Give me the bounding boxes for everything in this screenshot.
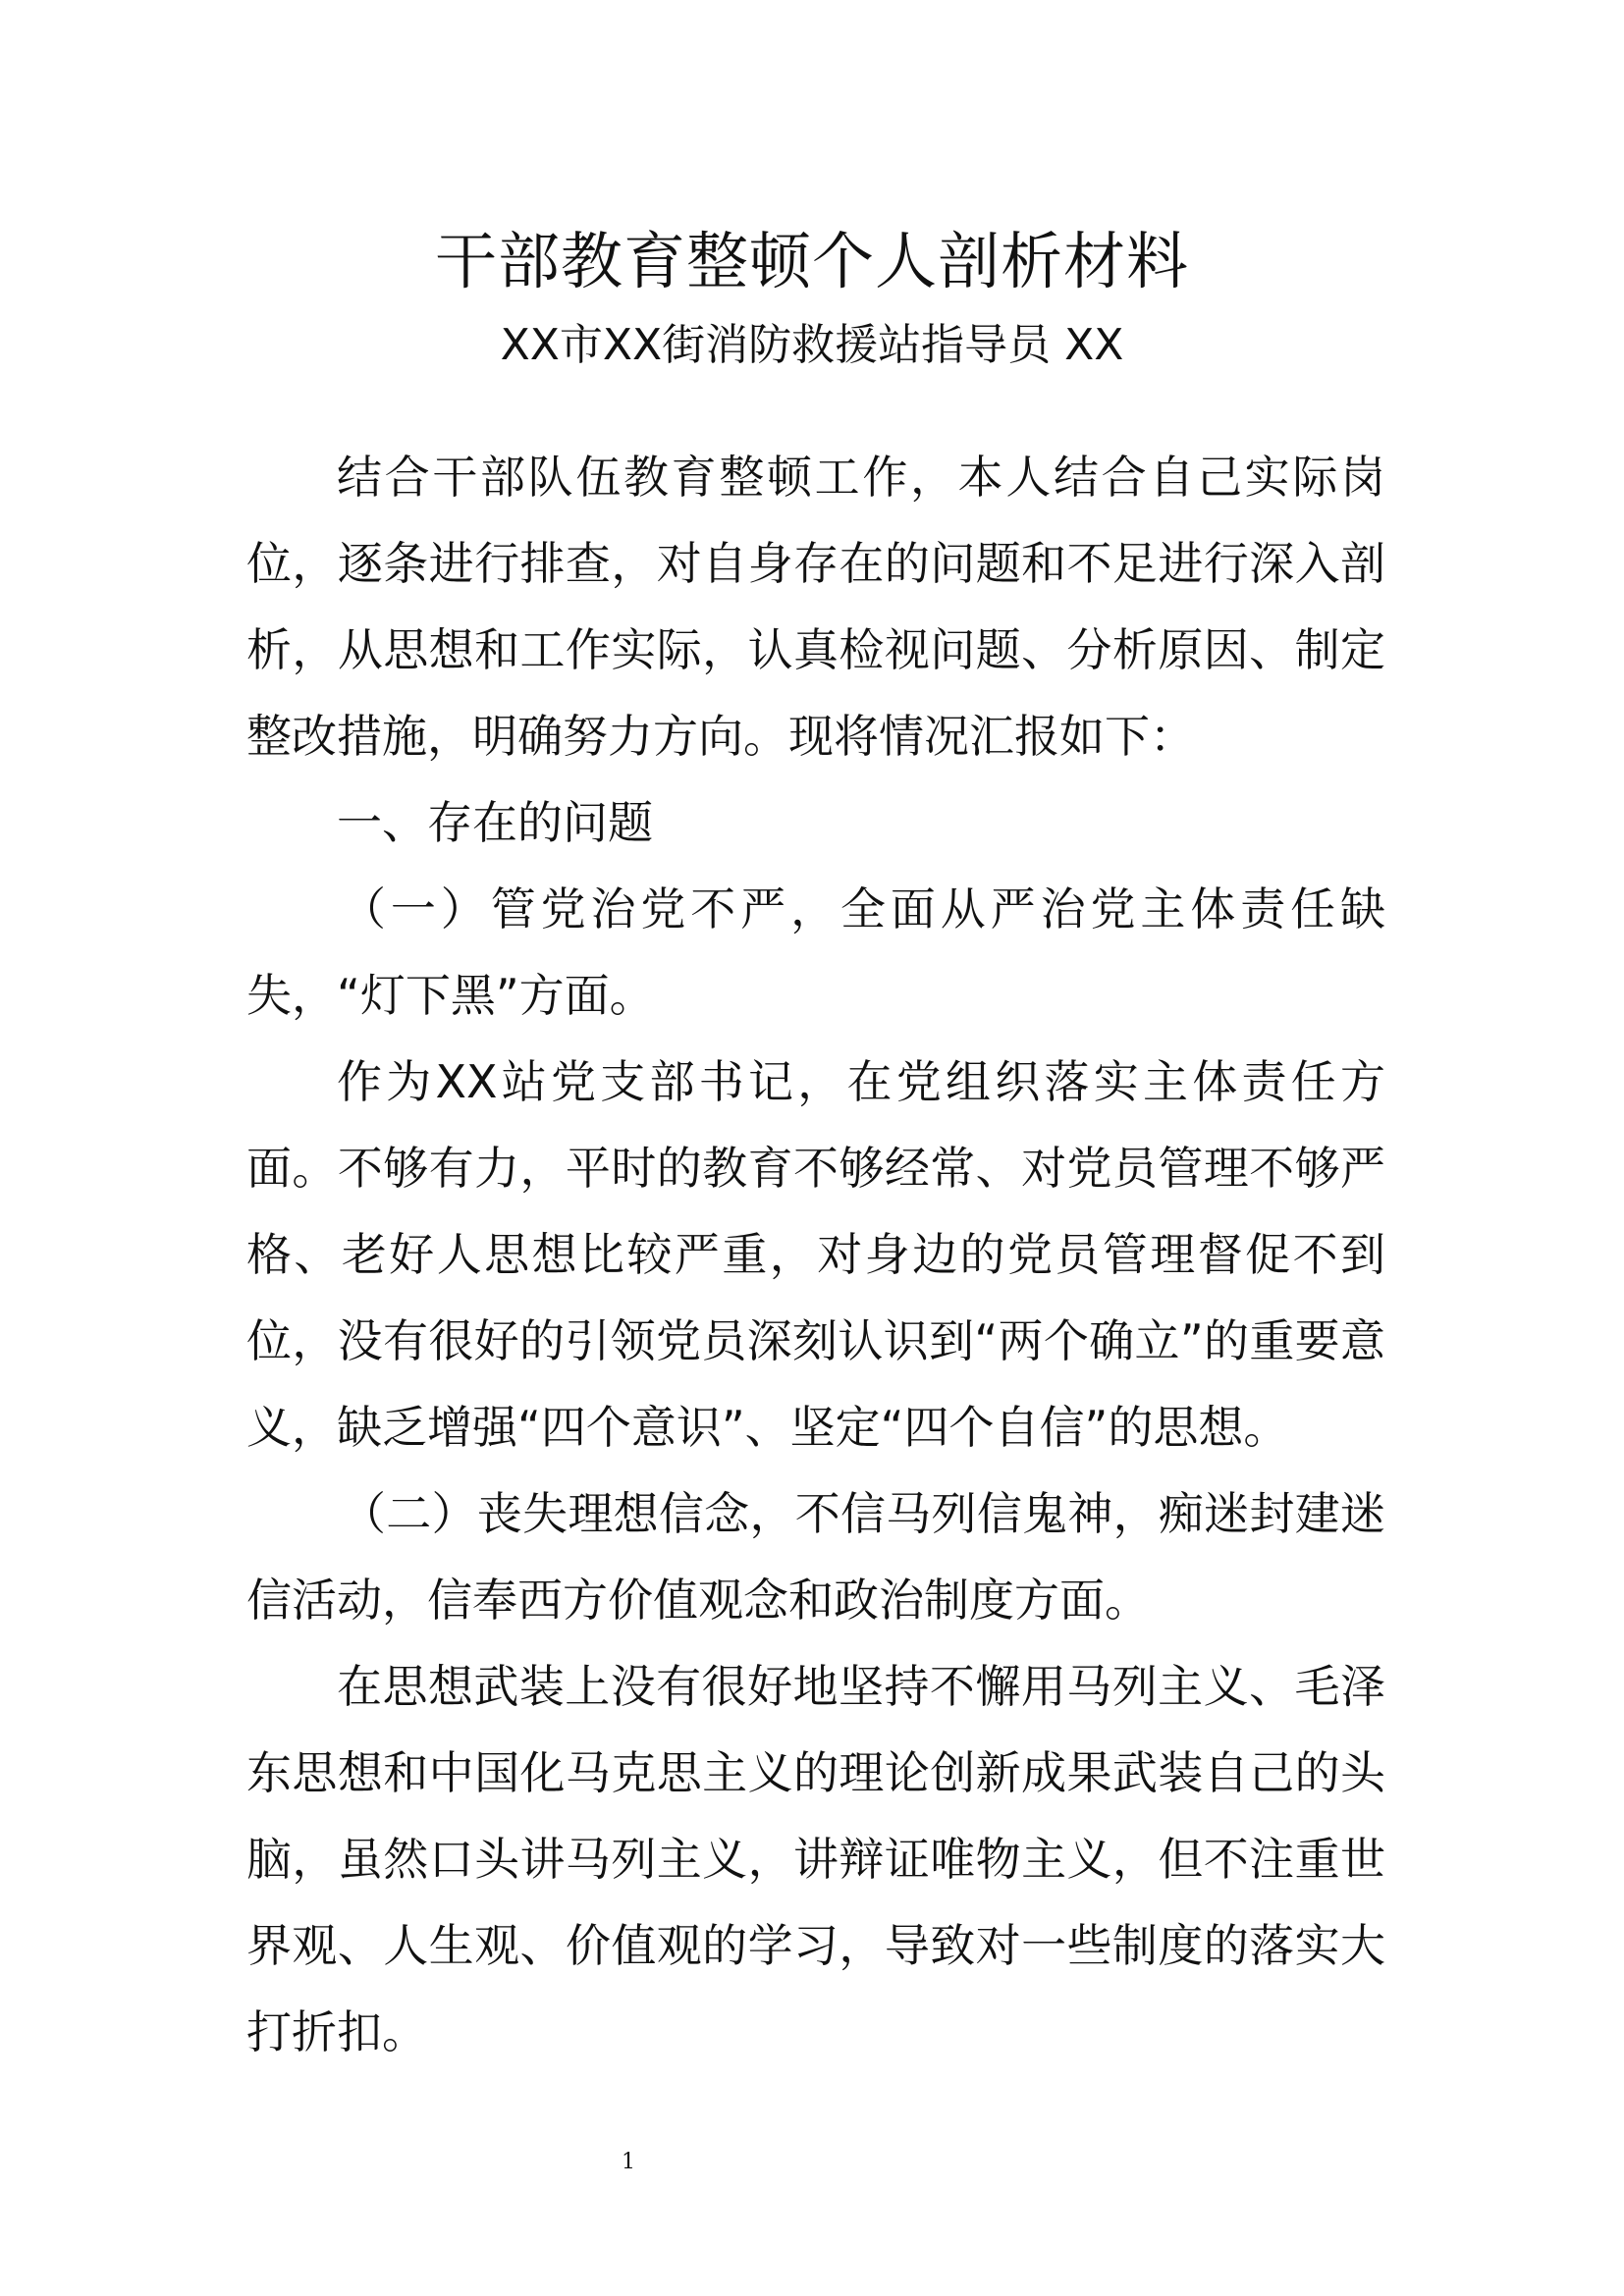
document-subtitle: XX市XX街消防救援站指导员 XX — [500, 320, 1124, 370]
document-body — [246, 434, 1385, 2075]
page-number: 1 — [622, 2150, 635, 2174]
intro-paragraph: 结合干部队伍教育整顿工作，本人结合自己实际岗位，逐条进行排查，对自身存在的问题和不足进行深入剖析，从思想和工作实际，认真检视问题、分析原因、制定整改措施，明确努力方向。现将情况汇报如下： — [246, 451, 1385, 763]
document-title: 干部教育整顿个人剖析材料 — [435, 226, 1189, 297]
subheading-1: （一）管党治党不严，全面从严治党主体责任缺失，“灯下黑”方面。 — [246, 882, 1385, 1022]
body-paragraph-1: 作为XX站党支部书记，在党组织落实主体责任方面。不够有力，平时的教育不够经常、对党员管理不够严格、老好人思想比较严重，对身边的党员管理督促不到位，没有很好的引领党员深刻认识到“两个确立”的重要意义，缺乏增强“四个意识”、坚定“四个自信”的思想。 — [246, 1055, 1385, 1454]
subheading-2: （二）丧失理想信念，不信马列信鬼神，痴迷封建迷信活动，信奉西方价值观念和政治制度方面。 — [246, 1487, 1385, 1627]
body-paragraph-2: 在思想武装上没有很好地坚持不懈用马列主义、毛泽东思想和中国化马克思主义的理论创新成果武装自己的头脑，虽然口头讲马列主义，讲辩证唯物主义，但不注重世界观、人生观、价值观的学习，导致对一些制度的落实大打折扣。 — [246, 1660, 1385, 2058]
section-heading-problems: 一、存在的问题 — [337, 796, 653, 849]
